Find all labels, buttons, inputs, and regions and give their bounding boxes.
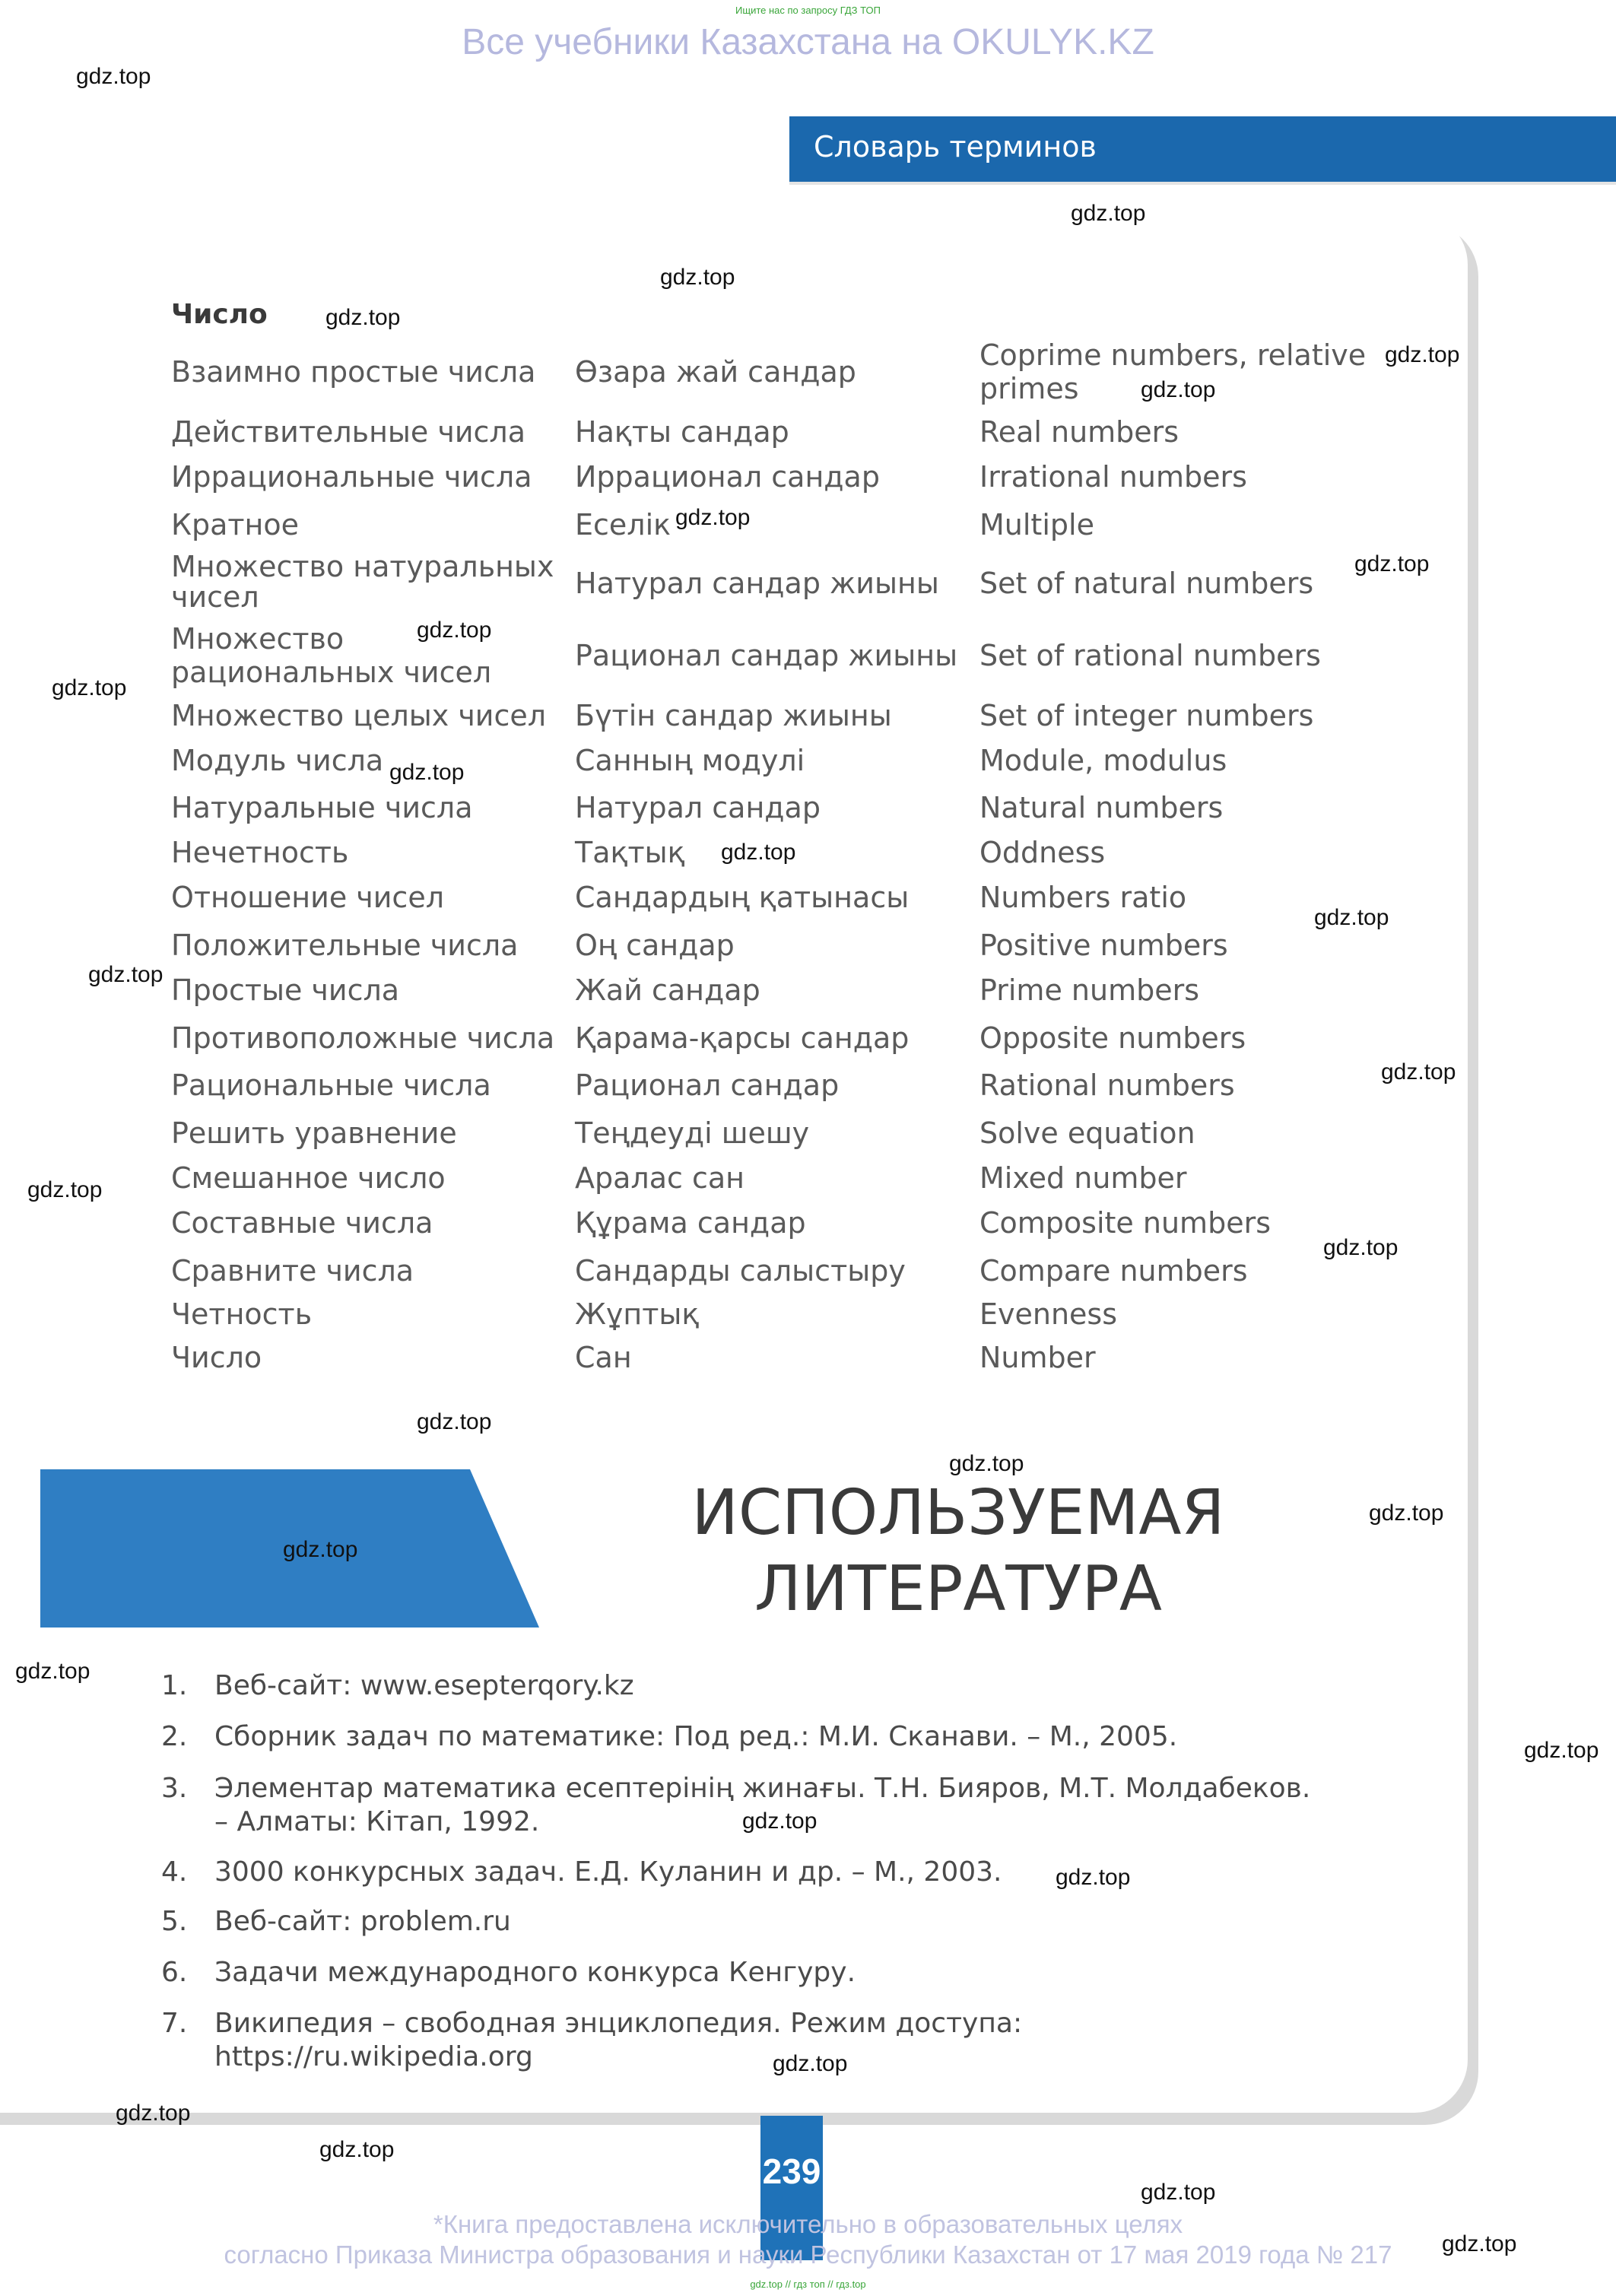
term-ru: Решить уравнение — [171, 1116, 457, 1150]
literature-title-line1: ИСПОЛЬЗУЕМАЯ — [691, 1477, 1225, 1549]
watermark: gdz.top — [721, 840, 796, 865]
watermark: gdz.top — [1381, 1059, 1456, 1084]
literature-item-text: Элементар математика есептерінің жинағы. Т.Н. Бияров, М.Т. Молдабеков. – Алматы: Кітап, 1992. — [214, 1773, 1311, 1837]
term-en: Natural numbers — [979, 791, 1224, 824]
watermark: gdz.top — [27, 1177, 103, 1202]
term-en: Solve equation — [979, 1116, 1195, 1150]
literature-item-number: 6. — [161, 1957, 188, 1988]
term-ru: Положительные числа — [171, 929, 519, 962]
watermark: gdz.top — [1385, 342, 1460, 367]
watermark: gdz.top — [1314, 905, 1389, 930]
term-en: Set of integer numbers — [979, 699, 1314, 732]
term-ru: Смешанное число — [171, 1161, 446, 1195]
term-en: Compare numbers — [979, 1254, 1248, 1288]
term-en: Real numbers — [979, 415, 1179, 449]
watermark: gdz.top — [1354, 551, 1430, 576]
term-en: Module, modulus — [979, 744, 1227, 777]
term-kz: Рационал сандар — [575, 1069, 840, 1102]
watermark: gdz.top — [949, 1451, 1024, 1476]
term-kz: Жай сандар — [575, 973, 760, 1007]
watermark: gdz.top — [389, 760, 465, 785]
term-kz: Сандарды салыстыру — [575, 1254, 906, 1288]
term-kz: Иррационал сандар — [575, 460, 880, 494]
watermark: gdz.top — [15, 1659, 90, 1684]
term-kz: Натурал сандар — [575, 791, 821, 824]
literature-title-line2: ЛИТЕРАТУРА — [754, 1553, 1163, 1625]
term-kz: Құрама сандар — [575, 1206, 806, 1240]
literature-item-text: Сборник задач по математике: Под ред.: М.И. Сканави. – М., 2005. — [214, 1721, 1178, 1752]
footer-note-line1: *Книга предоставлена исключительно в образовательных целях — [433, 2210, 1183, 2238]
term-ru: Действительные числа — [171, 415, 526, 449]
term-kz: Натурал сандар жиыны — [575, 567, 939, 600]
literature-title — [624, 1475, 1293, 1628]
literature-item-number: 3. — [161, 1773, 188, 1804]
term-ru: Рациональные числа — [171, 1069, 491, 1102]
watermark: gdz.top — [1524, 1738, 1599, 1763]
term-kz: Бүтін сандар жиыны — [575, 699, 892, 732]
term-en: Set of rational numbers — [979, 639, 1321, 672]
term-kz: Сан — [575, 1341, 632, 1374]
term-en: Set of natural numbers — [979, 567, 1314, 600]
term-ru: Множество целых чисел — [171, 699, 547, 732]
term-kz: Қарама-қарсы сандар — [575, 1021, 910, 1055]
literature-item-text: Задачи международного конкурса Кенгуру. — [214, 1957, 856, 1988]
literature-item-number: 2. — [161, 1721, 188, 1752]
literature-item-text: Википедия – свободная энциклопедия. Режим доступа: https://ru.wikipedia.org — [214, 2008, 1023, 2072]
term-en: Number — [979, 1341, 1096, 1374]
term-en: Multiple — [979, 508, 1094, 541]
term-kz: Еселік — [575, 508, 671, 541]
literature-item-number: 7. — [161, 2008, 188, 2039]
site-banner: Все учебники Казахстана на OKULYK.KZ — [462, 22, 1154, 62]
header-title: Словарь терминов — [814, 130, 1097, 164]
watermark: gdz.top — [773, 2051, 848, 2076]
term-ru: Множество натуральных чисел — [171, 550, 554, 614]
footer-note-line3: gdz.top // гдз топ // гдз.top — [750, 2279, 866, 2290]
term-en: Positive numbers — [979, 929, 1228, 962]
watermark: gdz.top — [116, 2101, 191, 2126]
watermark: gdz.top — [1369, 1500, 1444, 1526]
term-kz: Нақты сандар — [575, 415, 789, 449]
term-en: Rational numbers — [979, 1069, 1235, 1102]
watermark: gdz.top — [417, 1409, 492, 1434]
term-kz: Жұптық — [575, 1297, 700, 1331]
term-en: Prime numbers — [979, 973, 1200, 1007]
literature-item-text: Веб-сайт: www.esepterqory.kz — [214, 1670, 634, 1701]
term-en: Coprime numbers, relative primes — [979, 338, 1367, 405]
watermark: gdz.top — [52, 675, 127, 700]
header-bar — [789, 116, 1616, 185]
term-kz: Санның модулі — [575, 744, 805, 777]
term-kz: Сандардың қатынасы — [575, 881, 910, 914]
term-kz: Оң сандар — [575, 929, 735, 962]
watermark: gdz.top — [1323, 1235, 1399, 1260]
term-ru: Натуральные числа — [171, 791, 473, 824]
term-kz: Өзара жай сандар — [575, 355, 856, 389]
watermark: gdz.top — [675, 505, 751, 530]
term-en: Oddness — [979, 836, 1106, 869]
term-ru: Нечетность — [171, 836, 349, 869]
watermark: gdz.top — [1442, 2231, 1517, 2256]
watermark: gdz.top — [76, 64, 151, 89]
watermark: gdz.top — [283, 1537, 358, 1562]
top-note: Ищите нас по запросу ГДЗ ТОП — [735, 5, 881, 16]
term-en: Mixed number — [979, 1161, 1187, 1195]
watermark: gdz.top — [88, 962, 164, 987]
term-ru: Множество рациональных чисел — [171, 622, 492, 689]
term-ru: Модуль числа — [171, 744, 384, 777]
term-ru: Составные числа — [171, 1206, 433, 1240]
term-ru: Отношение чисел — [171, 881, 444, 914]
term-ru: Взаимно простые числа — [171, 355, 536, 389]
page-number: 239 — [762, 2152, 821, 2191]
footer-note-line2: согласно Приказа Министра образования и науки Республики Казахстан от 17 мая 2019 года № 217 — [224, 2240, 1392, 2269]
watermark: gdz.top — [1141, 377, 1216, 402]
term-ru: Сравните числа — [171, 1254, 414, 1288]
term-en: Opposite numbers — [979, 1021, 1246, 1055]
term-kz: Тақтық — [575, 836, 685, 869]
watermark: gdz.top — [1071, 201, 1146, 226]
watermark: gdz.top — [417, 618, 492, 643]
watermark: gdz.top — [1056, 1865, 1131, 1890]
term-ru: Четность — [171, 1297, 313, 1331]
term-ru: Кратное — [171, 508, 299, 541]
term-en: Numbers ratio — [979, 881, 1187, 914]
watermark: gdz.top — [660, 265, 735, 290]
term-en: Composite numbers — [979, 1206, 1271, 1240]
term-en: Evenness — [979, 1297, 1118, 1331]
term-ru: Число — [171, 1341, 262, 1374]
literature-item-number: 1. — [161, 1670, 188, 1701]
literature-item-number: 5. — [161, 1906, 188, 1937]
term-kz: Аралас сан — [575, 1161, 745, 1195]
watermark: gdz.top — [319, 2137, 395, 2162]
term-kz: Теңдеуді шешу — [575, 1116, 810, 1150]
term-ru: Простые числа — [171, 973, 400, 1007]
term-ru: Противоположные числа — [171, 1021, 555, 1055]
term-en: Irrational numbers — [979, 460, 1247, 494]
literature-item-text: 3000 конкурсных задач. Е.Д. Куланин и др. – М., 2003. — [214, 1856, 1002, 1888]
term-kz: Рационал сандар жиыны — [575, 639, 958, 672]
watermark: gdz.top — [742, 1809, 818, 1834]
literature-item-text: Веб-сайт: problem.ru — [214, 1906, 511, 1937]
section-heading: Число — [171, 299, 268, 330]
term-ru: Иррациональные числа — [171, 460, 532, 494]
watermark: gdz.top — [1141, 2180, 1216, 2205]
watermark: gdz.top — [325, 305, 401, 330]
literature-item-number: 4. — [161, 1856, 188, 1888]
